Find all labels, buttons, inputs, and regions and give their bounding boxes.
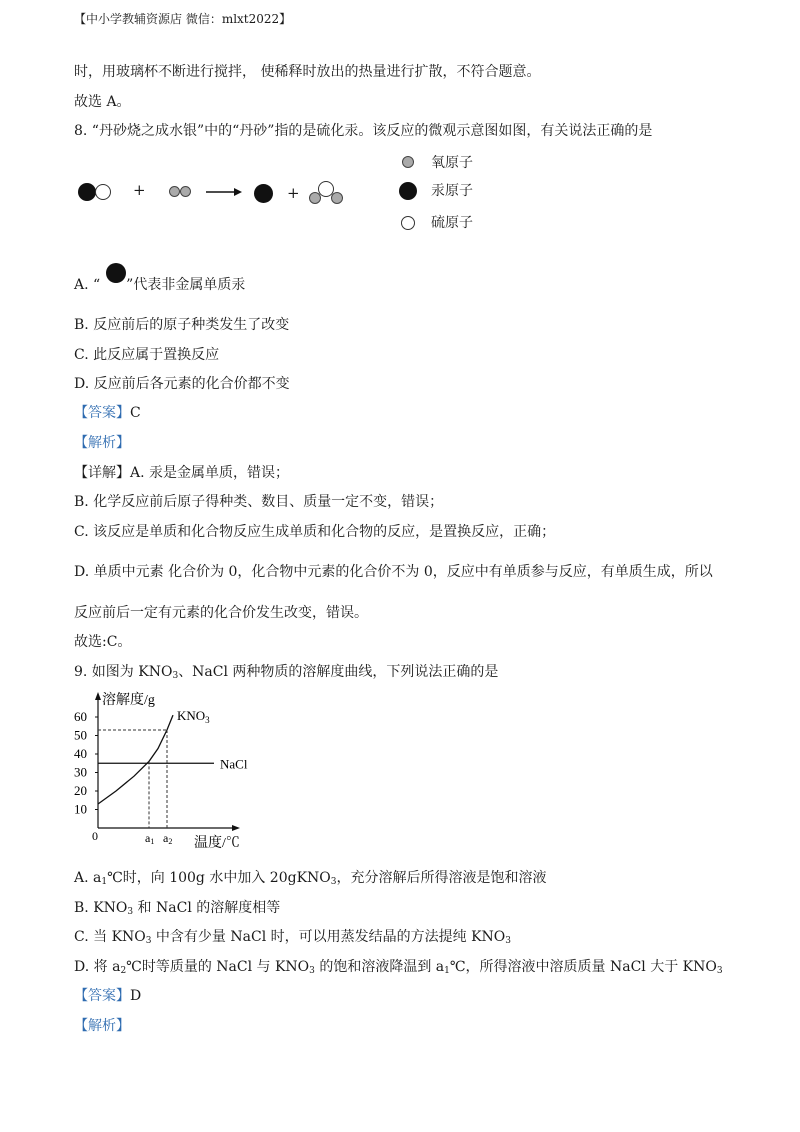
subscript: 1 (444, 966, 450, 976)
subscript: 3 (716, 966, 723, 976)
legend-oxygen-label: 氧原子 (431, 155, 473, 171)
plus-sign: + (287, 184, 300, 202)
subscript: 3 (505, 936, 511, 946)
option-b: B. 反应前后的原子种类发生了改变 (74, 317, 290, 333)
mercury-atom (78, 183, 96, 201)
y-axis-arrow (95, 692, 101, 700)
answer-line (74, 403, 141, 423)
y-tick-label: 60 (74, 709, 87, 724)
subscript: 3 (330, 877, 337, 887)
option-a (74, 275, 245, 295)
answer-value: D (130, 988, 142, 1004)
text: 和 NaCl 的溶解度相等 (133, 900, 281, 916)
detail-line: D. 单质中元素 化合价为 0，化合物中元素的化合价不为 0，反应中有单质参与反应，有单质生成，所以 (74, 564, 713, 580)
option-a-prefix: A. “ (74, 277, 101, 293)
plus-sign: + (133, 181, 146, 199)
question-8-stem: 8. “丹砂烧之成水银”中的“丹砂”指的是硫化汞。该反应的微观示意图如图，有关说法正确的是 (74, 123, 653, 139)
detail-line: B. 化学反应前后原子得种类、数目、质量一定不变，错误； (74, 494, 444, 510)
detail-line: C. 该反应是单质和化合物反应生成单质和化合物的反应，是置换反应，正确； (74, 524, 556, 540)
x-tick-a2: a2 (163, 831, 173, 846)
y-tick-label: 40 (74, 746, 87, 761)
nacl-series-label: NaCl (220, 756, 248, 772)
subscript: 1 (101, 877, 108, 887)
option-a (74, 868, 547, 888)
oxygen-atom (169, 186, 180, 197)
text: C. 当 KNO (74, 929, 146, 945)
detail-tag: 【详解】 (74, 465, 130, 481)
text: ℃时等质量的 NaCl 与 KNO (126, 959, 310, 975)
y-tick-label: 10 (74, 801, 87, 817)
text: ℃，所得溶液中溶质质量 NaCl 大于 KNO (449, 959, 717, 975)
subscript: 1 (150, 837, 155, 846)
detail-text: A. 汞是金属单质，错误； (130, 465, 290, 481)
subscript: 3 (309, 966, 315, 976)
detail-line (74, 463, 289, 483)
solubility-chart (70, 690, 270, 855)
final-answer: 故选:C。 (74, 634, 132, 650)
text: ℃时，向 100g 水中加入 20gKNO (107, 870, 331, 886)
answer-tag: 【答案】 (74, 405, 130, 421)
stem-part: 9. 如图为 KNO (74, 664, 173, 680)
answer-tag: 【答案】 (74, 988, 130, 1004)
answer-line (74, 986, 141, 1006)
page-header: 【中小学教辅资源店 微信：mlxt2022】 (74, 12, 292, 26)
question-9-stem (74, 662, 498, 682)
oxygen-atom (309, 192, 321, 204)
origin-label: 0 (92, 829, 98, 843)
kno3-curve (98, 715, 173, 804)
option-a-text: ”代表非金属单质汞 (126, 277, 246, 293)
text: 中含有少量 NaCl 时，可以用蒸发结晶的方法提纯 KNO (151, 929, 506, 945)
subscript: 2 (168, 837, 173, 846)
arrow-icon (206, 186, 242, 198)
answer-value: C (130, 405, 141, 421)
legend-sulfur-icon (401, 216, 415, 230)
subscript: 2 (120, 966, 127, 976)
paragraph: 故选 A。 (74, 94, 131, 110)
option-d (74, 957, 723, 977)
detail-line: 反应前后一定有元素的化合价发生改变，错误。 (74, 605, 368, 621)
analysis-tag: 【解析】 (74, 1018, 130, 1034)
legend-oxygen-icon (402, 156, 414, 168)
legend-sulfur-label: 硫原子 (431, 215, 473, 231)
text: A. a (74, 870, 102, 886)
mercury-atom-icon (106, 263, 126, 283)
subscript: 3 (145, 936, 152, 946)
legend-mercury-icon (399, 182, 417, 200)
chart-axes (74, 691, 240, 851)
subscript: 3 (127, 907, 134, 917)
mercury-atom (254, 184, 273, 203)
y-tick-label: 20 (74, 783, 87, 798)
x-axis-arrow (232, 825, 240, 831)
option-c: C. 此反应属于置换反应 (74, 347, 220, 363)
option-b (74, 898, 280, 918)
text: ，充分溶解后所得溶液是饱和溶液 (336, 870, 547, 886)
legend-mercury-label: 汞原子 (431, 183, 473, 199)
paragraph: 时，用玻璃杯不断进行搅拌， 使稀释时放出的热量进行扩散，不符合题意。 (74, 64, 541, 80)
y-tick-label: 50 (74, 727, 87, 743)
option-c (74, 927, 511, 947)
analysis-tag: 【解析】 (74, 435, 130, 451)
y-tick-label: 30 (74, 764, 87, 780)
sulfur-atom (95, 184, 111, 200)
text: D. 将 a (74, 959, 121, 975)
x-tick-a1: a1 (145, 831, 155, 846)
subscript: 3 (205, 715, 210, 726)
kno3-series-label: $KNO_3$ (177, 708, 210, 726)
stem-part: 、NaCl 两种物质的溶解度曲线，下列说法正确的是 (178, 664, 499, 680)
oxygen-atom (331, 192, 343, 204)
text: 的饱和溶液降温到 a (314, 959, 445, 975)
text: B. KNO (74, 900, 128, 916)
option-d: D. 反应前后各元素的化合价都不变 (74, 376, 290, 392)
subscript: 3 (172, 671, 179, 681)
x-axis-label: 温度/℃ (194, 836, 240, 851)
y-axis-label: 溶解度/g (102, 693, 155, 708)
oxygen-atom (180, 186, 191, 197)
